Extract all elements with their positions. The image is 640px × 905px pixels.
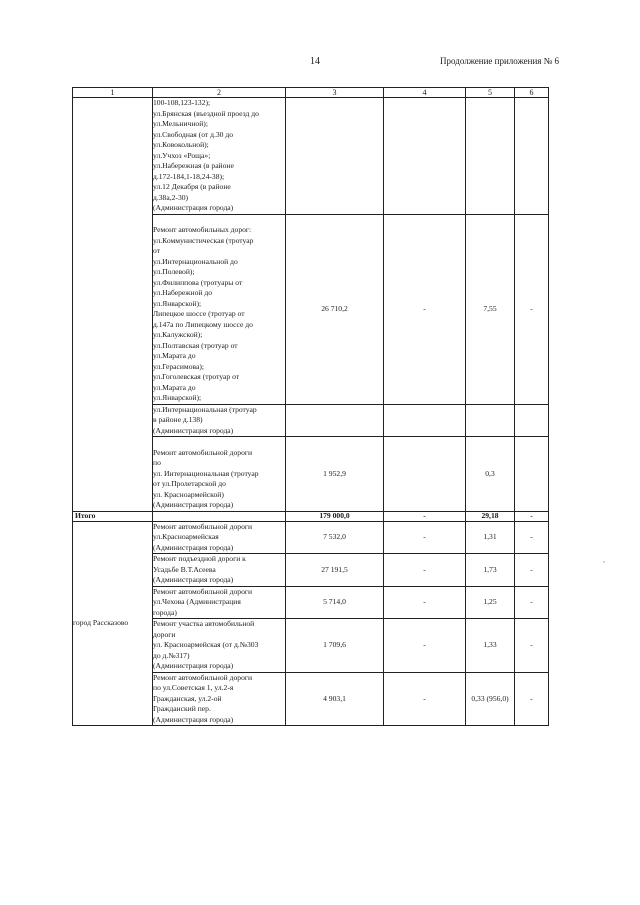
value-cell <box>515 404 549 437</box>
description-line: ул. Интернациональная (тротуар <box>153 468 259 478</box>
description-line: ул.12 Декабря (в районе <box>153 182 231 191</box>
description-cell <box>153 521 286 554</box>
description-line: Ремонт подъездной дороги к <box>153 554 246 563</box>
description-cell <box>153 437 286 512</box>
value-cell: 0,33 (956,0) <box>466 672 515 726</box>
page-number: 14 <box>310 56 320 67</box>
description-cell <box>153 214 286 404</box>
value-cell: - <box>384 619 466 673</box>
description-line: ул. Красноармейской) <box>153 489 224 499</box>
description-line: Липецкое шоссе (тротуар от <box>153 309 245 318</box>
description-line: ул.Гоголевская (тротуар от <box>153 372 240 381</box>
value-cell <box>384 404 466 437</box>
description-line: ул.Марата до <box>153 351 196 360</box>
description-line: д.38а,2-30) <box>153 192 189 202</box>
description-cell <box>153 404 286 437</box>
description-line: ул.Интернациональная (тротуар <box>153 404 257 414</box>
description-line: ул.Чехова (Администрация <box>153 597 241 606</box>
appendix-header: Продолжение приложения № 6 <box>440 56 560 66</box>
description-line: ул.Полтавская (тротуар от <box>153 340 238 350</box>
description-line: ул.Марата до <box>153 382 196 392</box>
value-cell: - <box>515 672 549 726</box>
value-cell: - <box>515 554 549 587</box>
description-line: ул.Красноармейская <box>153 532 219 541</box>
column-header: 4 <box>384 88 466 98</box>
description-line: (Администрация города) <box>153 714 234 724</box>
description-line: ул.Ковокольной); <box>153 140 209 149</box>
total-value: - <box>515 511 549 521</box>
description-line: от <box>153 246 161 255</box>
amount-cell: 4 903,1 <box>286 672 384 726</box>
amount-cell <box>286 404 384 437</box>
table-row <box>73 521 549 554</box>
column-header: 3 <box>286 88 384 98</box>
amount-cell: 7 532,0 <box>286 521 384 554</box>
description-line: Ремонт участка автомобильной <box>153 619 255 628</box>
description-line: ул.Брянская (въездной проезд до <box>153 108 259 118</box>
description-line: ул.Январской); <box>153 393 202 402</box>
description-line: по <box>153 458 161 467</box>
column-header: 2 <box>153 88 286 98</box>
description-line: дороги <box>153 629 176 639</box>
value-cell: - <box>384 214 466 404</box>
description-line: д.147а по Липецкому шоссе до <box>153 319 253 329</box>
value-cell: 7,55 <box>466 214 515 404</box>
description-line: Гражданская, ул.2-ой <box>153 693 222 703</box>
description-line: д.172-184,1-18,24-38); <box>153 171 225 181</box>
value-cell <box>515 437 549 512</box>
description-cell <box>153 586 286 619</box>
description-line: (Администрация города) <box>153 425 234 435</box>
amount-cell: 1 709,6 <box>286 619 384 673</box>
description-line: Ремонт автомобильной дороги <box>153 672 253 682</box>
value-cell: - <box>384 554 466 587</box>
description-line: ул.Учхоз «Роща»; <box>153 150 211 160</box>
region-cell <box>73 98 153 512</box>
amount-cell <box>286 98 384 215</box>
value-cell <box>466 404 515 437</box>
roads-table <box>72 87 549 726</box>
description-line: Ремонт автомобильной дороги <box>153 586 253 596</box>
description-line: ул. Красноармейская (от д.№303 <box>153 640 259 649</box>
value-cell: - <box>515 521 549 554</box>
total-amount: 179 000,0 <box>286 511 384 521</box>
description-line: ул.Филиппова (тротуары от <box>153 277 243 287</box>
description-line <box>153 215 285 226</box>
description-line: (Администрация города) <box>153 500 234 509</box>
description-line <box>153 437 285 448</box>
description-line: до д.№317) <box>153 650 190 660</box>
description-line: (Администрация города) <box>153 661 234 670</box>
value-cell <box>384 437 466 512</box>
description-line: ул.Набережной до <box>153 288 213 297</box>
value-cell: 1,25 <box>466 586 515 619</box>
column-header: 5 <box>466 88 515 98</box>
column-header: 6 <box>515 88 549 98</box>
value-cell: 0,3 <box>466 437 515 512</box>
value-cell: - <box>384 672 466 726</box>
description-line: ул.Полевой); <box>153 267 195 276</box>
description-cell <box>153 554 286 587</box>
description-line: в районе д.138) <box>153 415 203 424</box>
description-cell <box>153 98 286 215</box>
value-cell: - <box>515 214 549 404</box>
description-line: ул.Набережная (в районе <box>153 161 234 170</box>
total-value: - <box>384 511 466 521</box>
amount-cell: 5 714,0 <box>286 586 384 619</box>
value-cell <box>384 98 466 215</box>
description-line: (Администрация города) <box>153 575 234 584</box>
value-cell: - <box>384 586 466 619</box>
amount-cell: 27 191,5 <box>286 554 384 587</box>
scan-mark: , <box>603 555 605 564</box>
description-line: ул.Герасимова); <box>153 361 205 371</box>
description-cell <box>153 672 286 726</box>
value-cell <box>466 98 515 215</box>
description-line: 100-108,123-132); <box>153 98 211 107</box>
description-line: по ул.Советская 1, ул.2-я <box>153 683 234 692</box>
description-line: Усадьбе В.Т.Асеева <box>153 564 216 574</box>
region-cell: город Рассказово <box>73 521 153 726</box>
description-line: Ремонт автомобильной дороги <box>153 447 253 457</box>
column-number-row <box>73 88 549 98</box>
amount-cell: 26 710,2 <box>286 214 384 404</box>
value-cell: - <box>515 586 549 619</box>
total-label: Итого <box>73 511 153 521</box>
value-cell: 1,73 <box>466 554 515 587</box>
description-line: города) <box>153 607 177 617</box>
description-line: (Администрация города) <box>153 203 234 212</box>
amount-cell: 1 952,9 <box>286 437 384 512</box>
description-line: ул.Калужской); <box>153 330 203 339</box>
description-line: ул.Коммунистическая (тротуар <box>153 235 254 245</box>
description-line: от ул.Пролетарской до <box>153 479 226 488</box>
value-cell: - <box>515 619 549 673</box>
description-line: Ремонт автомобильных дорог: <box>153 225 252 234</box>
description-line: ул.Январской); <box>153 298 202 308</box>
description-line: ул.Интернациональной до <box>153 256 238 266</box>
total-empty-cell <box>153 511 286 521</box>
description-line: Гражданский пер. <box>153 704 211 713</box>
column-header: 1 <box>73 88 153 98</box>
description-line: Ремонт автомобильной дороги <box>153 521 253 531</box>
value-cell: - <box>384 521 466 554</box>
description-line: (Администрация города) <box>153 542 234 552</box>
description-line: ул.Свободная (от д.30 до <box>153 129 234 139</box>
description-line: ул.Мельничной); <box>153 119 208 128</box>
table-row <box>73 98 549 215</box>
total-row <box>73 511 549 521</box>
value-cell: 1,31 <box>466 521 515 554</box>
value-cell <box>515 98 549 215</box>
total-value: 29,18 <box>466 511 515 521</box>
value-cell: 1,33 <box>466 619 515 673</box>
description-cell <box>153 619 286 673</box>
